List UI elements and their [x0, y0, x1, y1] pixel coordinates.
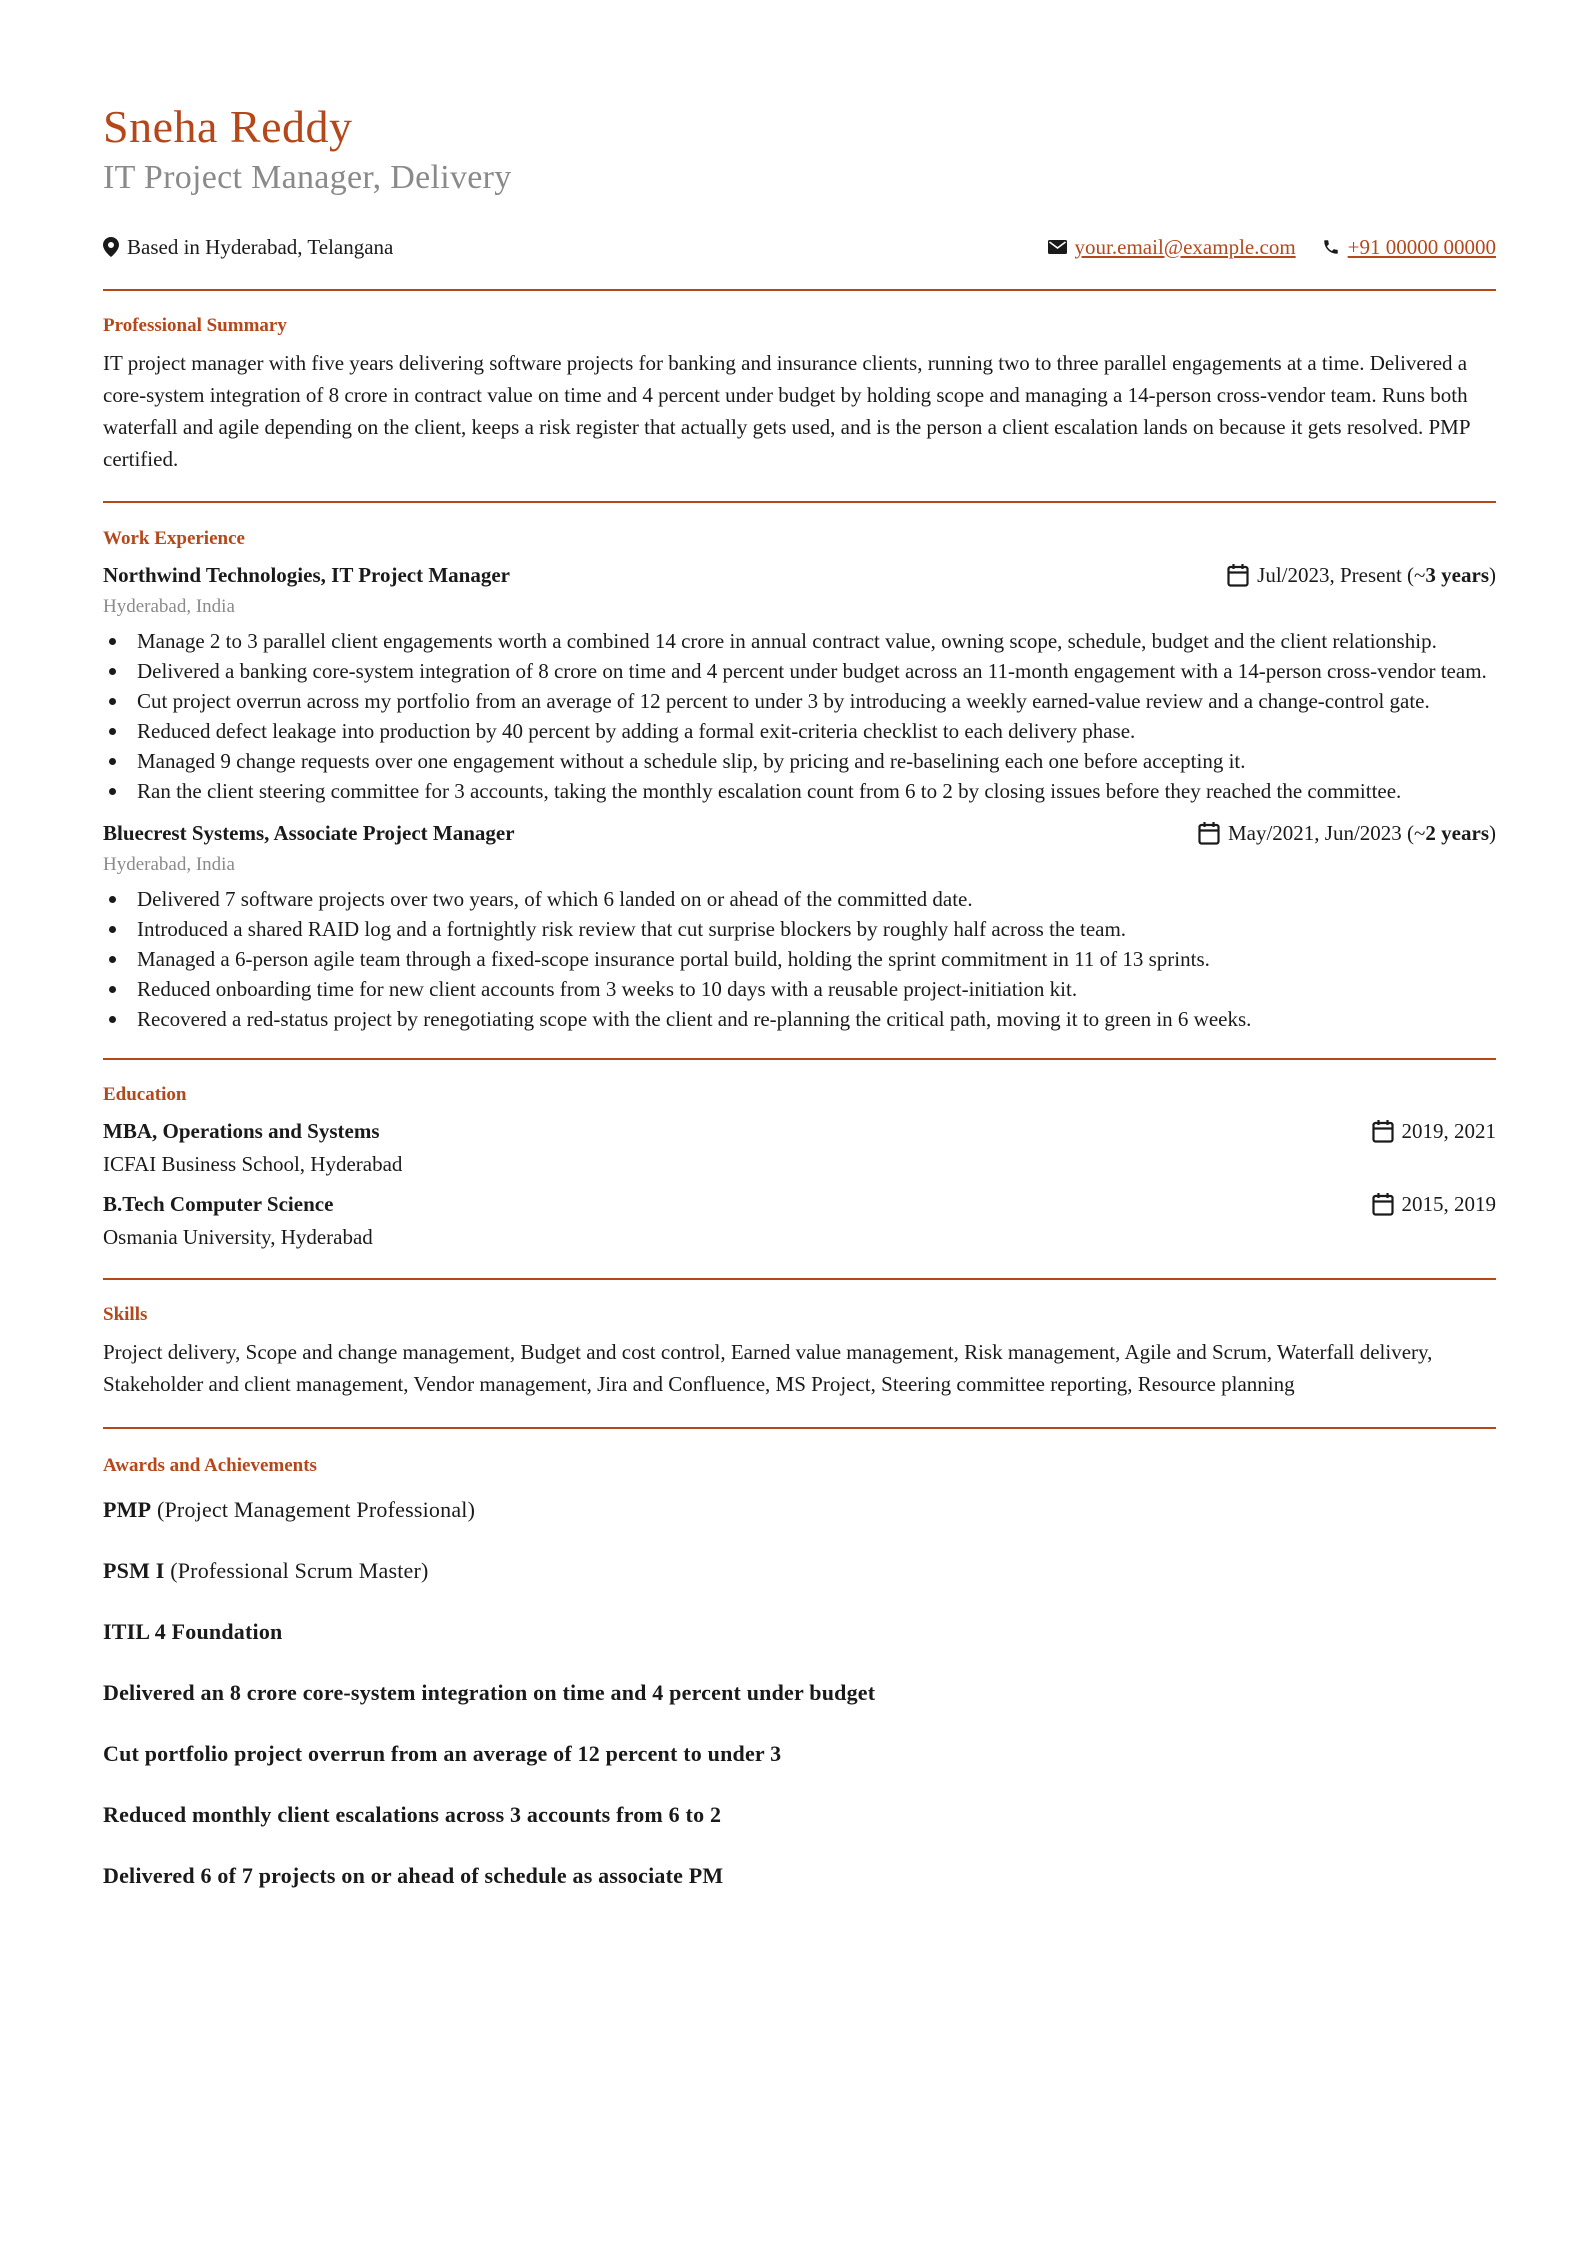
- education-degree: MBA, Operations and Systems: [103, 1118, 380, 1143]
- job-entry: [103, 560, 1496, 806]
- education-date-range: 2015, 2019: [1401, 1191, 1496, 1216]
- job-date-close: ): [1489, 820, 1496, 845]
- map-pin-icon: [103, 237, 119, 257]
- job-date-range: May/2021, Jun/2023 (~: [1227, 820, 1426, 845]
- list-item: Delivered 7 software projects over two years, of which 6 landed on or ahead of the committed date.: [103, 884, 1496, 914]
- list-item: Reduced onboarding time for new client accounts from 3 weeks to 10 days with a reusable project-initiation kit.: [103, 974, 1496, 1004]
- job-role: Associate Project Manager: [273, 820, 515, 845]
- calendar-icon: [1372, 1192, 1394, 1216]
- candidate-title: IT Project Manager, Delivery: [103, 159, 512, 196]
- award-item: [103, 1497, 1496, 1523]
- divider: [103, 1427, 1496, 1429]
- award-title: Delivered an 8 crore core-system integration on time and 4 percent under budget: [103, 1680, 876, 1705]
- list-item: Recovered a red-status project by renegotiating scope with the client and re-planning the critical path, moving it to green in 6 weeks.: [103, 1004, 1496, 1034]
- skills-text: Project delivery, Scope and change management, Budget and cost control, Earned value management, Risk management, Agile and Scrum, Waterfall delivery, Stakeholder and client management, Vendor management, Jira and Confluence, MS Project, Steering committee reporting, Resource planning: [103, 1340, 1433, 1396]
- list-item: Manage 2 to 3 parallel client engagements worth a combined 14 crore in annual contract value, owning scope, schedule, budget and the client relationship.: [103, 626, 1496, 656]
- list-item: Managed a 6-person agile team through a fixed-scope insurance portal build, holding the sprint commitment in 11 of 13 sprints.: [103, 944, 1496, 974]
- list-item: Reduced defect leakage into production by 40 percent by adding a formal exit-criteria checklist to each delivery phase.: [103, 716, 1496, 746]
- calendar-icon: [1372, 1119, 1394, 1143]
- list-item: Delivered a banking core-system integration of 8 crore on time and 4 percent under budget across an 11-month engagement with a 14-person cross-vendor team.: [103, 656, 1496, 686]
- skills-heading: Skills: [103, 1304, 148, 1325]
- education-dates: [1372, 1192, 1497, 1217]
- award-detail: (Professional Scrum Master): [164, 1558, 429, 1583]
- contact-row: [103, 232, 1496, 262]
- phone-icon: [1322, 238, 1340, 256]
- job-location: Hyderabad, India: [103, 596, 235, 617]
- education-degree: B.Tech Computer Science: [103, 1191, 334, 1216]
- job-dates: [1198, 821, 1496, 846]
- awards-list: [103, 1497, 1496, 1889]
- email-link[interactable]: your.email@example.com: [1074, 234, 1296, 259]
- summary-heading: Professional Summary: [103, 315, 287, 336]
- list-item: Cut project overrun across my portfolio from an average of 12 percent to under 3 by introducing a weekly earned-value review and a change-control gate.: [103, 686, 1496, 716]
- education-entry: [103, 1189, 1496, 1250]
- location-text: Based in Hyderabad, Telangana: [127, 234, 394, 259]
- job-company: Northwind Technologies: [103, 562, 321, 587]
- calendar-icon: [1198, 821, 1220, 845]
- education-entry: [103, 1116, 1496, 1177]
- job-company: Bluecrest Systems: [103, 820, 265, 845]
- job-heading: Bluecrest Systems, Associate Project Manager: [103, 820, 515, 845]
- job-duration: 3 years: [1425, 562, 1489, 587]
- job-bullets: [103, 884, 1496, 1034]
- award-title: PSM I: [103, 1558, 165, 1583]
- award-item: [103, 1680, 1496, 1706]
- phone-link[interactable]: +91 00000 00000: [1347, 234, 1496, 259]
- divider: [103, 1278, 1496, 1280]
- education-heading: Education: [103, 1084, 187, 1105]
- divider: [103, 1058, 1496, 1060]
- location-item: [103, 235, 393, 260]
- job-dates: [1227, 563, 1496, 588]
- experience-heading: Work Experience: [103, 528, 245, 549]
- job-heading: Northwind Technologies, IT Project Manager: [103, 562, 510, 587]
- email-item: [1048, 235, 1296, 260]
- calendar-icon: [1227, 563, 1249, 587]
- summary-text: IT project manager with five years delivering software projects for banking and insurance clients, running two to three parallel engagements at a time. Delivered a core-system integration of 8 crore in contract value on time and 4 percent under budget by holding scope and managing a 14-person cross-vendor team. Runs both waterfall and agile depending on the client, keeps a risk register that actually gets used, and is the person a client escalation lands on because it gets resolved. PMP certified.: [103, 351, 1470, 471]
- award-detail: (Project Management Professional): [151, 1497, 476, 1522]
- award-item: [103, 1802, 1496, 1828]
- candidate-name: Sneha Reddy: [103, 101, 353, 152]
- award-item: [103, 1863, 1496, 1889]
- list-item: Ran the client steering committee for 3 accounts, taking the monthly escalation count from 6 to 2 by closing issues before they reached the committee.: [103, 776, 1496, 806]
- education-school: Osmania University, Hyderabad: [103, 1225, 373, 1249]
- envelope-icon: [1048, 240, 1067, 254]
- list-item: Managed 9 change requests over one engagement without a schedule slip, by pricing and re-baselining each one before accepting it.: [103, 746, 1496, 776]
- job-entry: [103, 818, 1496, 1034]
- list-item: Introduced a shared RAID log and a fortnightly risk review that cut surprise blockers by roughly half across the team.: [103, 914, 1496, 944]
- award-title: Delivered 6 of 7 projects on or ahead of schedule as associate PM: [103, 1863, 724, 1888]
- divider: [103, 289, 1496, 291]
- award-title: Cut portfolio project overrun from an average of 12 percent to under 3: [103, 1741, 782, 1766]
- divider: [103, 501, 1496, 503]
- award-title: PMP: [103, 1497, 152, 1522]
- job-date-close: ): [1489, 562, 1496, 587]
- award-item: [103, 1619, 1496, 1645]
- job-date-range: Jul/2023, Present (~: [1257, 562, 1426, 587]
- job-location: Hyderabad, India: [103, 854, 235, 875]
- phone-item: [1322, 235, 1496, 260]
- job-duration: 2 years: [1425, 820, 1489, 845]
- education-school: ICFAI Business School, Hyderabad: [103, 1152, 403, 1176]
- award-item: [103, 1558, 1496, 1584]
- job-bullets: [103, 626, 1496, 806]
- job-role: IT Project Manager: [331, 562, 510, 587]
- award-title: Reduced monthly client escalations across 3 accounts from 6 to 2: [103, 1802, 722, 1827]
- awards-heading: Awards and Achievements: [103, 1455, 317, 1476]
- award-title: ITIL 4 Foundation: [103, 1619, 283, 1644]
- education-dates: [1372, 1119, 1497, 1144]
- award-item: [103, 1741, 1496, 1767]
- education-date-range: 2019, 2021: [1401, 1118, 1496, 1143]
